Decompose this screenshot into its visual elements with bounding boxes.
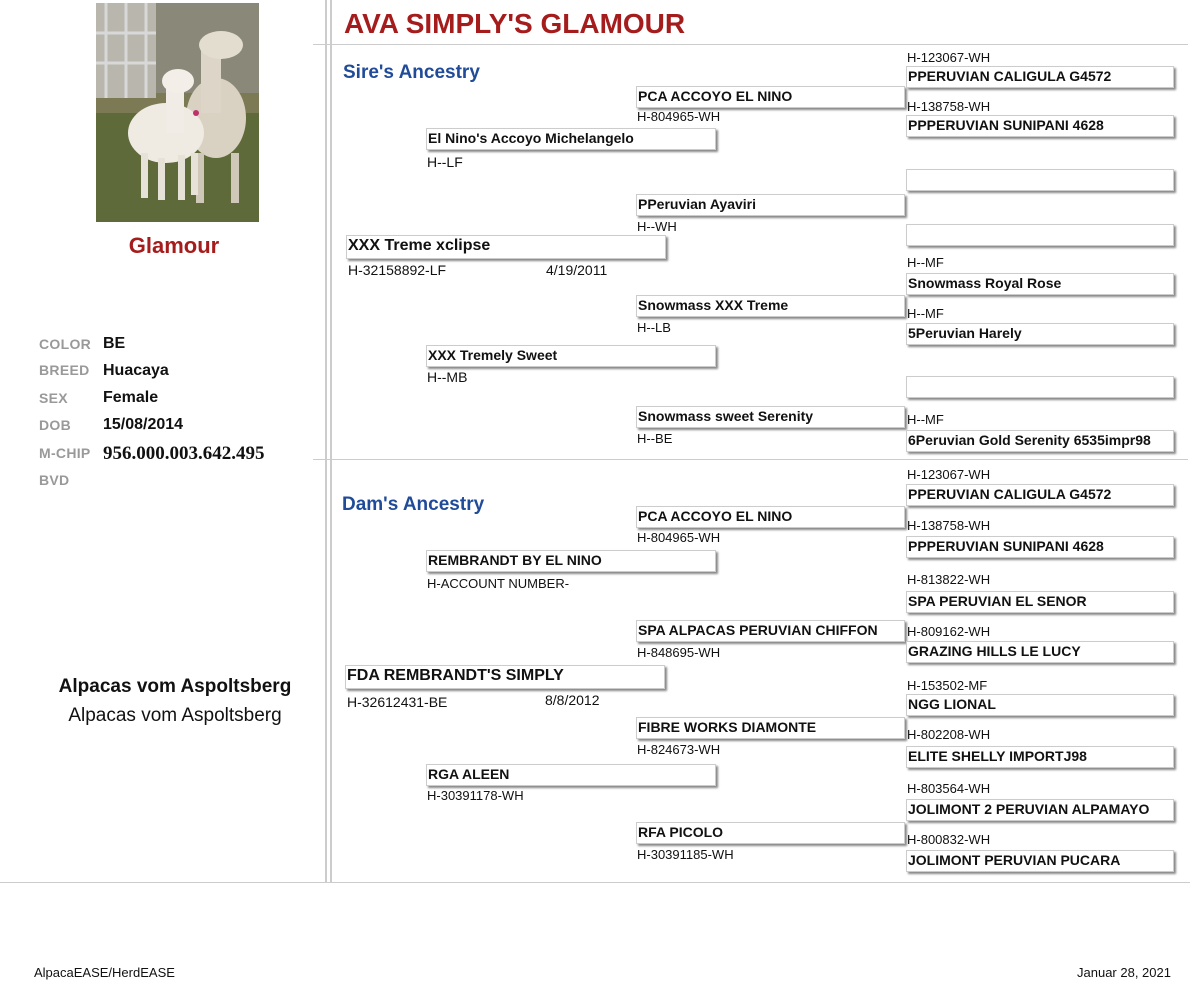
color-label: COLOR	[39, 336, 92, 352]
sire-gp2-reg: H--MB	[427, 369, 468, 385]
sex-value: Female	[103, 389, 159, 406]
sire-dob: 4/19/2011	[546, 262, 608, 278]
dam-gggp3-name: SPA PERUVIAN EL SENOR	[906, 591, 1174, 613]
sire-ggp3-reg: H--LB	[637, 320, 671, 335]
sire-gggp6-reg: H--MF	[907, 306, 944, 321]
dam-gggp5-name: NGG LIONAL	[906, 694, 1174, 716]
sire-gggp3-name	[906, 169, 1174, 191]
dam-ggp2-reg: H-848695-WH	[637, 645, 721, 660]
dam-gggp7-reg: H-803564-WH	[907, 781, 991, 796]
sire-gp2-name: XXX Tremely Sweet	[426, 345, 716, 367]
dob-label: DOB	[39, 417, 72, 433]
sex-label: SEX	[39, 390, 68, 406]
sire-ggp4-reg: H--BE	[637, 431, 673, 446]
dam-gggp3-reg: H-813822-WH	[907, 572, 991, 587]
divider-title	[313, 44, 1188, 45]
sire-gp1-name: El Nino's Accoyo Michelangelo	[426, 128, 716, 150]
dam-reg: H-32612431-BE	[347, 694, 448, 710]
divider-vertical-1	[325, 0, 327, 882]
dam-name: FDA REMBRANDT'S SIMPLY	[345, 665, 665, 689]
dam-ggp4-name: RFA PICOLO	[636, 822, 905, 844]
sire-ggp1-reg: H-804965-WH	[637, 109, 721, 124]
mchip-value: 956.000.003.642.495	[103, 443, 265, 464]
sire-gggp8-name: 6Peruvian Gold Serenity 6535impr98	[906, 430, 1174, 452]
farm-name: Alpacas vom Aspoltsberg	[68, 705, 282, 726]
mchip-label: M-CHIP	[39, 445, 91, 461]
dam-dob: 8/8/2012	[545, 692, 600, 708]
animal-photo	[96, 3, 259, 222]
sire-heading: Sire's Ancestry	[343, 62, 480, 83]
sire-gp1-reg: H--LF	[427, 154, 463, 170]
dam-gggp1-name: PPERUVIAN CALIGULA G4572	[906, 484, 1174, 506]
breed-value: Huacaya	[103, 362, 169, 379]
sire-gggp5-reg: H--MF	[907, 255, 944, 270]
footer-date: Januar 28, 2021	[1077, 965, 1171, 980]
divider-sections	[313, 459, 1188, 460]
dam-gggp2-name: PPPERUVIAN SUNIPANI 4628	[906, 536, 1174, 558]
dam-ggp1-name: PCA ACCOYO EL NINO	[636, 506, 905, 528]
footer-software: AlpacaEASE/HerdEASE	[34, 965, 175, 980]
sire-gggp1-name: PPERUVIAN CALIGULA G4572	[906, 66, 1174, 88]
dam-ggp3-name: FIBRE WORKS DIAMONTE	[636, 717, 905, 739]
dam-gp2-reg: H-30391178-WH	[427, 788, 524, 803]
dam-gp1-name: REMBRANDT BY EL NINO	[426, 550, 716, 572]
dob-value: 15/08/2014	[103, 416, 184, 433]
dam-gp2-name: RGA ALEEN	[426, 764, 716, 786]
bvd-label: BVD	[39, 472, 70, 488]
sire-gggp7-name	[906, 376, 1174, 398]
sire-gggp8-reg: H--MF	[907, 412, 944, 427]
divider-vertical-2	[330, 0, 332, 882]
sire-ggp2-reg: H--WH	[637, 219, 677, 234]
color-value: BE	[103, 335, 126, 352]
sire-ggp2-name: PPeruvian Ayaviri	[636, 194, 905, 216]
sire-gggp6-name: 5Peruvian Harely	[906, 323, 1174, 345]
page-title: AVA SIMPLY'S GLAMOUR	[344, 8, 686, 39]
sire-gggp2-name: PPPERUVIAN SUNIPANI 4628	[906, 115, 1174, 137]
dam-ggp3-reg: H-824673-WH	[637, 742, 721, 757]
dam-gggp6-reg: H-802208-WH	[907, 727, 991, 742]
dam-gggp1-reg: H-123067-WH	[907, 467, 991, 482]
animal-name: Glamour	[128, 233, 220, 258]
sire-ggp1-name: PCA ACCOYO EL NINO	[636, 86, 905, 108]
dam-gp1-reg: H-ACCOUNT NUMBER-	[427, 576, 570, 591]
dam-gggp4-reg: H-809162-WH	[907, 624, 991, 639]
dam-gggp8-reg: H-800832-WH	[907, 832, 991, 847]
sire-gggp5-name: Snowmass Royal Rose	[906, 273, 1174, 295]
dam-gggp7-name: JOLIMONT 2 PERUVIAN ALPAMAYO	[906, 799, 1174, 821]
sire-gggp2-reg: H-138758-WH	[907, 99, 991, 114]
sire-gggp1-reg: H-123067-WH	[907, 50, 991, 65]
alpaca-photo-image	[96, 3, 259, 222]
dam-ggp2-name: SPA ALPACAS PERUVIAN CHIFFON	[636, 620, 905, 642]
dam-gggp2-reg: H-138758-WH	[907, 518, 991, 533]
sire-name: XXX Treme xclipse	[346, 235, 666, 259]
dam-gggp4-name: GRAZING HILLS LE LUCY	[906, 641, 1174, 663]
sire-reg: H-32158892-LF	[348, 262, 447, 278]
divider-bottom	[0, 882, 1190, 883]
dam-gggp8-name: JOLIMONT PERUVIAN PUCARA	[906, 850, 1174, 872]
dam-heading: Dam's Ancestry	[342, 494, 485, 515]
sire-ggp4-name: Snowmass sweet Serenity	[636, 406, 905, 428]
dam-gggp6-name: ELITE SHELLY IMPORTJ98	[906, 746, 1174, 768]
sire-gggp4-name	[906, 224, 1174, 246]
dam-gggp5-reg: H-153502-MF	[907, 678, 988, 693]
dam-ggp1-reg: H-804965-WH	[637, 530, 721, 545]
breed-label: BREED	[39, 362, 90, 378]
farm-name-bold: Alpacas vom Aspoltsberg	[58, 676, 292, 697]
sire-ggp3-name: Snowmass XXX Treme	[636, 295, 905, 317]
dam-ggp4-reg: H-30391185-WH	[637, 847, 734, 862]
